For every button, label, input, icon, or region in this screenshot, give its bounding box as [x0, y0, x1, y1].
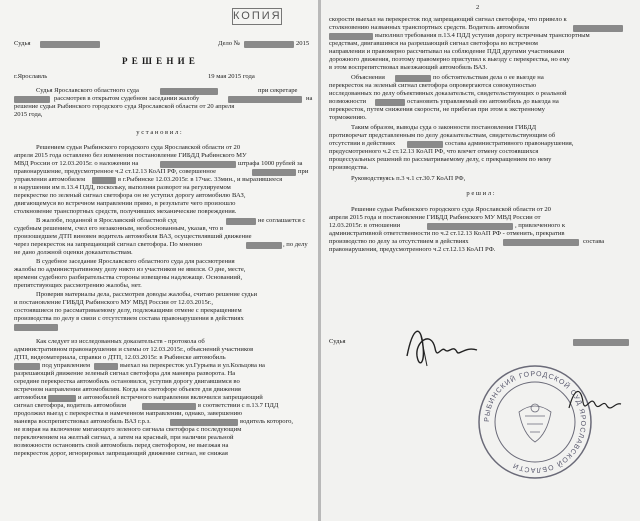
redaction [573, 339, 629, 346]
text-line: маневра воспрепятствовал автомобиль ВАЗ г.р.з. [14, 418, 151, 425]
intro-line: рассмотрев в открытом судебном заседании жалобу [54, 95, 200, 102]
text-line: продолжил выезд с перекрестка в намеченном направлении, однако, завершению [14, 410, 243, 417]
text-line: в соответствии с п.13.7 ПДД [198, 402, 279, 409]
redaction [246, 242, 282, 249]
intro-line: 2015 года, [14, 111, 43, 118]
text-line: и постановление ГИБДД Рыбинского МУ МВД России от 12.03.2015г., [14, 299, 214, 306]
redaction [573, 25, 623, 32]
text-line: выехал на перекресток ул.Гурьева и ул.Кольцова на [120, 362, 265, 369]
redaction [160, 88, 218, 95]
text-line: перекресток дорог, игнорировал запрещающий движение сигнал, не снижая [14, 450, 228, 457]
copy-stamp: КОПИЯ [232, 8, 282, 25]
text-line: в г.Рыбинске 12.03.2015г. в 17час. 33мин., и выразившееся [118, 176, 283, 183]
redaction [142, 403, 196, 410]
redaction [40, 41, 100, 48]
text-line: исследованных по делу объективных доказательств, свидетельствующих о реальной [329, 90, 567, 97]
text-line: через перекресток на запрещающий сигнал светофора. По мнению [14, 241, 202, 248]
text-line: дорожного движения, поэтому правомерно приступил к выезду с перекрестка, но ему [329, 56, 570, 63]
redaction [48, 395, 76, 402]
city: г.Ярославль [14, 73, 48, 80]
text-line: столкновению названных транспортных средств. Водитель автомобиля [329, 24, 530, 31]
text-line: выполнил требования п.13.4 ПДД уступив дорогу встречным транспортным [375, 32, 590, 39]
text-line: предусмотренного ч.2 ст.12.13 КоАП РФ, что влечет отмену состоявшихся [329, 148, 539, 155]
judge-label: Судья [14, 40, 31, 47]
text-line: произошедшем ДТП виновен водитель автомобиля ВАЗ, осуществлявший движение [14, 233, 252, 240]
text-line: и автомобилей встречного направления включился запрещающий [78, 394, 263, 401]
redaction [329, 33, 373, 40]
text-line: препятствующих рассмотрению жалобы, нет. [14, 282, 142, 289]
text-line: остановить управляемый ею автомобиль до выезда на [407, 98, 559, 105]
text-line: административной ответственности по ч.2 ст.12.13 КоАП РФ - отменить, прекратив [329, 230, 565, 237]
text-line: состава административного правонарушения, [445, 140, 574, 147]
text-line: административном правонарушении и схемы от 12.03.2015г., объяснений участников [14, 346, 254, 353]
page-2 [321, 0, 640, 521]
text-line: управлении автомобилем [14, 176, 86, 183]
text-line: производства. [329, 164, 369, 171]
redaction [375, 99, 405, 106]
judge-signature [401, 316, 481, 376]
text-line: Объяснения [351, 74, 385, 81]
redaction [228, 96, 302, 103]
text-line: средствам, двигавшимся на разрешающий сигнал светофора во встречном [329, 40, 538, 47]
text-line: производства по делу в связи с отсутствием состава правонарушения в действиях [14, 315, 244, 322]
redaction [14, 96, 50, 103]
redaction [94, 363, 118, 370]
case-label: Дело № [218, 40, 241, 47]
text-line: В судебное заседание Ярославского областного суда для рассмотрения [36, 258, 235, 265]
text-line: водитель которого, [240, 418, 294, 425]
text-line: возможности остановить свой автомобиль перед светофором, не выезжая на [14, 442, 229, 449]
text-line: направлении и правомерно рассчитывал на соблюдение ПДД другими участниками [329, 48, 564, 55]
document-date: 19 мая 2015 года [208, 73, 255, 80]
seal-text: РЫБИНСКИЙ ГОРОДСКОЙ СУД ЯРОСЛАВСКОЙ ОБЛАСТИ [483, 370, 587, 474]
text-line: , привлеченного к [515, 222, 566, 229]
text-line: возможности [329, 98, 367, 105]
text-line: Как следует из исследованных доказательств - протокола об [36, 338, 205, 345]
text-line: в нарушении им п.13.4 ПДД, поскольку, выполняя разворот на регулируемом [14, 184, 231, 191]
intro-line: на [306, 95, 313, 102]
redaction [14, 363, 40, 370]
text-line: двигающемуся во встречном направлении прямо, в результате чего произошло [14, 200, 236, 207]
redaction [395, 75, 431, 82]
text-line: при [298, 168, 309, 175]
guided-by: Руководствуясь п.3 ч.1 ст.30.7 КоАП РФ, [351, 175, 466, 182]
text-line: не взирая на включение мигающего зеленого сигнала светофора с последующим [14, 426, 242, 433]
text-line: перекрестке по зеленый сигнал светофора он не уступил дорогу автомобилю ВАЗ, [14, 192, 246, 199]
text-line: судебным решением, счел его незаконным, необоснованным, указав, что в [14, 225, 224, 232]
text-line: отсутствии в действиях [329, 140, 396, 147]
page-1 [0, 0, 318, 521]
text-line: апреля 2015 года и постановление ГИБДД Рыбинского МУ МВД России от [329, 214, 541, 221]
intro-line: решение судьи Рыбинского городского суда Ярославской области от 20 апреля [14, 103, 235, 110]
text-line: автомобиля [14, 394, 47, 401]
text-line: переключением на желтый сигнал, а затем на красный, при наличии реальной [14, 434, 234, 441]
text-line: жалобы по административному делу никто из участников не явился. О дне, месте, [14, 266, 246, 273]
text-line: встречном направлении автомобилям. Когда на светофоре объекте для движения [14, 386, 241, 393]
text-line: штрафа 1000 рублей за [238, 160, 303, 167]
section-heading: у с т а н о в и л : [136, 129, 182, 136]
redaction [170, 419, 238, 426]
text-line: сигнал светофора, водитель автомобиля [14, 402, 127, 409]
text-line: Таким образом, выводы суда о законности постановления ГИБДД [351, 124, 537, 131]
text-line: скорости выехал на перекресток под запрещающий сигнал светофора, что привело к [329, 16, 567, 23]
redaction [252, 169, 296, 176]
text-line: перекресток на зеленый сигнал светофора опровергаются совокупностью [329, 82, 537, 89]
redaction [407, 141, 443, 148]
redaction [226, 218, 256, 225]
text-line: столкновение транспортных средств, получивших механические повреждения. [14, 208, 237, 215]
intro-line: Судья Ярославского областного суда [36, 87, 139, 94]
text-line: производство по делу за отсутствием в действиях [329, 238, 469, 245]
text-line: в этом воспрепятствовал выезжающий автомобиль ВАЗ. [329, 64, 488, 71]
text-line: ДТП, видеоматериала, справки о ДТП, 12.03.2015г. в Рыбинске автомобиль [14, 354, 226, 361]
text-line: Проверив материалы дела, рассмотрев доводы жалобы, считаю решение судьи [36, 291, 258, 298]
text-line: перекресток, путем снижения скорости, не прибегая при этом к экстренному [329, 106, 545, 113]
clerk-signature [565, 378, 625, 422]
section-heading: р е ш и л : [466, 190, 495, 197]
text-line: процессуальных решений по рассматриваемому делу, с прекращением по нему [329, 156, 552, 163]
redaction [92, 177, 116, 184]
text-line: по обстоятельствам дела о ее выезде на [433, 74, 544, 81]
text-line: торможению. [329, 114, 367, 121]
text-line: не соглашается с [258, 217, 306, 224]
text-line: , по делу [283, 241, 308, 248]
text-line: времени судебного разбирательства стороны извещены надлежаще. Основаниий, [14, 274, 243, 281]
text-line: апреля 2015 года оставлено без изменения постановление ГИБДД Рыбинского МУ [14, 152, 247, 159]
text-line: Решением судьи Рыбинского городского суда Ярославской области от 20 [36, 144, 241, 151]
redaction [503, 239, 579, 246]
text-line: В жалобе, поданной в Ярославский областной суд [36, 217, 177, 224]
text-line: 12.03.2015г. в отношении [329, 222, 401, 229]
judge-label: Судья [329, 338, 346, 345]
redaction [427, 223, 513, 230]
text-line: разрешающий движение зеленый сигнал светофора для маневра разворота. На [14, 370, 236, 377]
text-line: состоявшиеся по рассматриваемому делу, подлежащими отмене с прекращением [14, 307, 242, 314]
text-line: правонарушения, предусмотренного ч.2 ст.12.13 КоАП РФ. [329, 246, 496, 253]
text-line: Решение судьи Рыбинского городского суда Ярославской области от 20 [351, 206, 551, 213]
text-line: не дано должной оценки доказательствам. [14, 249, 133, 256]
text-line: середине перекрестка автомобиль остановился, уступив дорогу двигавшимся во [14, 378, 240, 385]
text-line: МВД России от 12.03.2015г. о наложении на [14, 160, 139, 167]
redaction [14, 324, 58, 331]
text-line: состава [583, 238, 605, 245]
document-title: Р Е Ш Е Н И Е [122, 56, 196, 66]
text-line: под управлением [42, 362, 91, 369]
redaction [244, 41, 294, 48]
intro-line: при секретаре [258, 87, 298, 94]
page-number: 2 [476, 4, 480, 11]
case-year: 2015 [296, 40, 310, 47]
redaction [160, 161, 236, 168]
text-line: правонарушение, предусмотренное ч.2 ст.12.13 КоАП РФ, совершенное [14, 168, 217, 175]
text-line: противоречат представленным по делу доказательствам, свидетельствующим об [329, 132, 556, 139]
